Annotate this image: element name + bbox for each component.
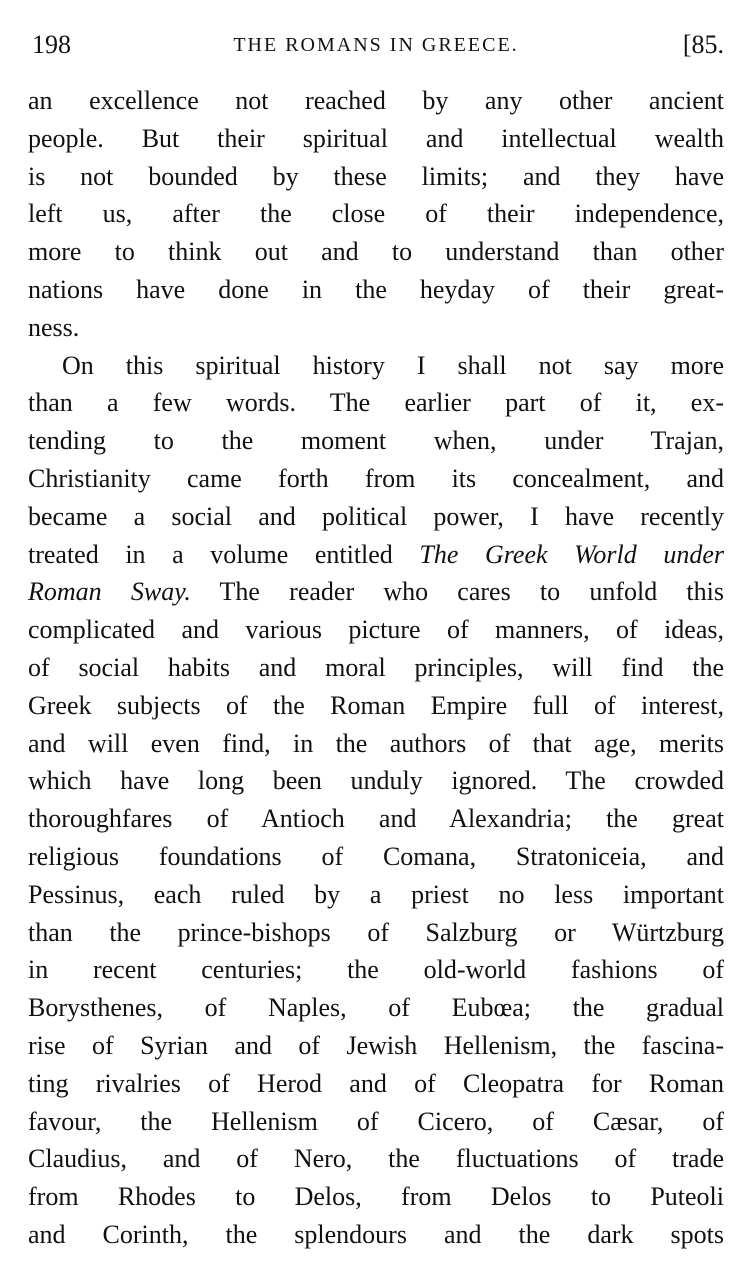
text-line: Claudius, and of Nero, the fluctuations of trade [28,1144,724,1174]
text-line: Pessinus, each ruled by a priest no less important [28,879,724,909]
text-run: treated in a volume entitled [28,539,420,569]
text-line: of social habits and moral principles, will find the [28,652,724,682]
text-line: Greek subjects of the Roman Empire full of interest, [28,690,724,720]
text-line: and Corinth, the splendours and the dark spots [28,1219,724,1249]
text-line: Borysthenes, of Naples, of Eubœa; the gradual [28,993,724,1023]
book-title-italic: Roman Sway. [28,577,191,607]
running-title: THE ROMANS IN GREECE. [233,34,519,56]
text-line [28,536,724,574]
text-line: than a few words. The earlier part of it, ex- [28,388,724,418]
running-header [28,30,724,66]
text-line: is not bounded by these limits; and they have [28,161,724,191]
page-number: 198 [32,30,71,59]
text-line: Christianity came forth from its concealment, and [28,463,724,493]
text-line: ness. [28,312,80,342]
text-line: became a social and political power, I have recently [28,501,724,531]
text-line: religious foundations of Comana, Stratoniceia, and [28,841,724,871]
text-line: tending to the moment when, under Trajan, [28,426,724,456]
text-line: ting rivalries of Herod and of Cleopatra for Roman [28,1068,724,1098]
body-text [28,82,724,1254]
text-line: in recent centuries; the old-world fashions of [28,955,724,985]
text-line: and will even find, in the authors of that age, merits [28,728,724,758]
text-line: which have long been unduly ignored. The crowded [28,766,724,796]
text-line: complicated and various picture of manners, of ideas, [28,615,724,645]
text-run: The reader who cares to unfold this [190,577,724,607]
text-line: On this spiritual history I shall not say more [62,350,724,380]
text-line: favour, the Hellenism of Cicero, of Cæsar, of [28,1106,724,1136]
text-line: from Rhodes to Delos, from Delos to Puteoli [28,1182,724,1212]
text-line: people. But their spiritual and intellectual wealth [28,123,724,153]
text-line: an excellence not reached by any other ancient [28,86,724,115]
text-line: thoroughfares of Antioch and Alexandria; the great [28,804,724,834]
text-line [28,573,724,611]
text-line: nations have done in the heyday of their great- [28,274,724,304]
text-line: rise of Syrian and of Jewish Hellenism, the fascina- [28,1030,724,1060]
book-title-italic: The Greek World under [419,539,724,569]
text-line: more to think out and to understand than other [28,237,724,267]
text-line: left us, after the close of their independence, [28,199,724,229]
text-line: than the prince-bishops of Salzburg or Würtzburg [28,917,724,947]
section-marker: [85. [682,30,724,59]
